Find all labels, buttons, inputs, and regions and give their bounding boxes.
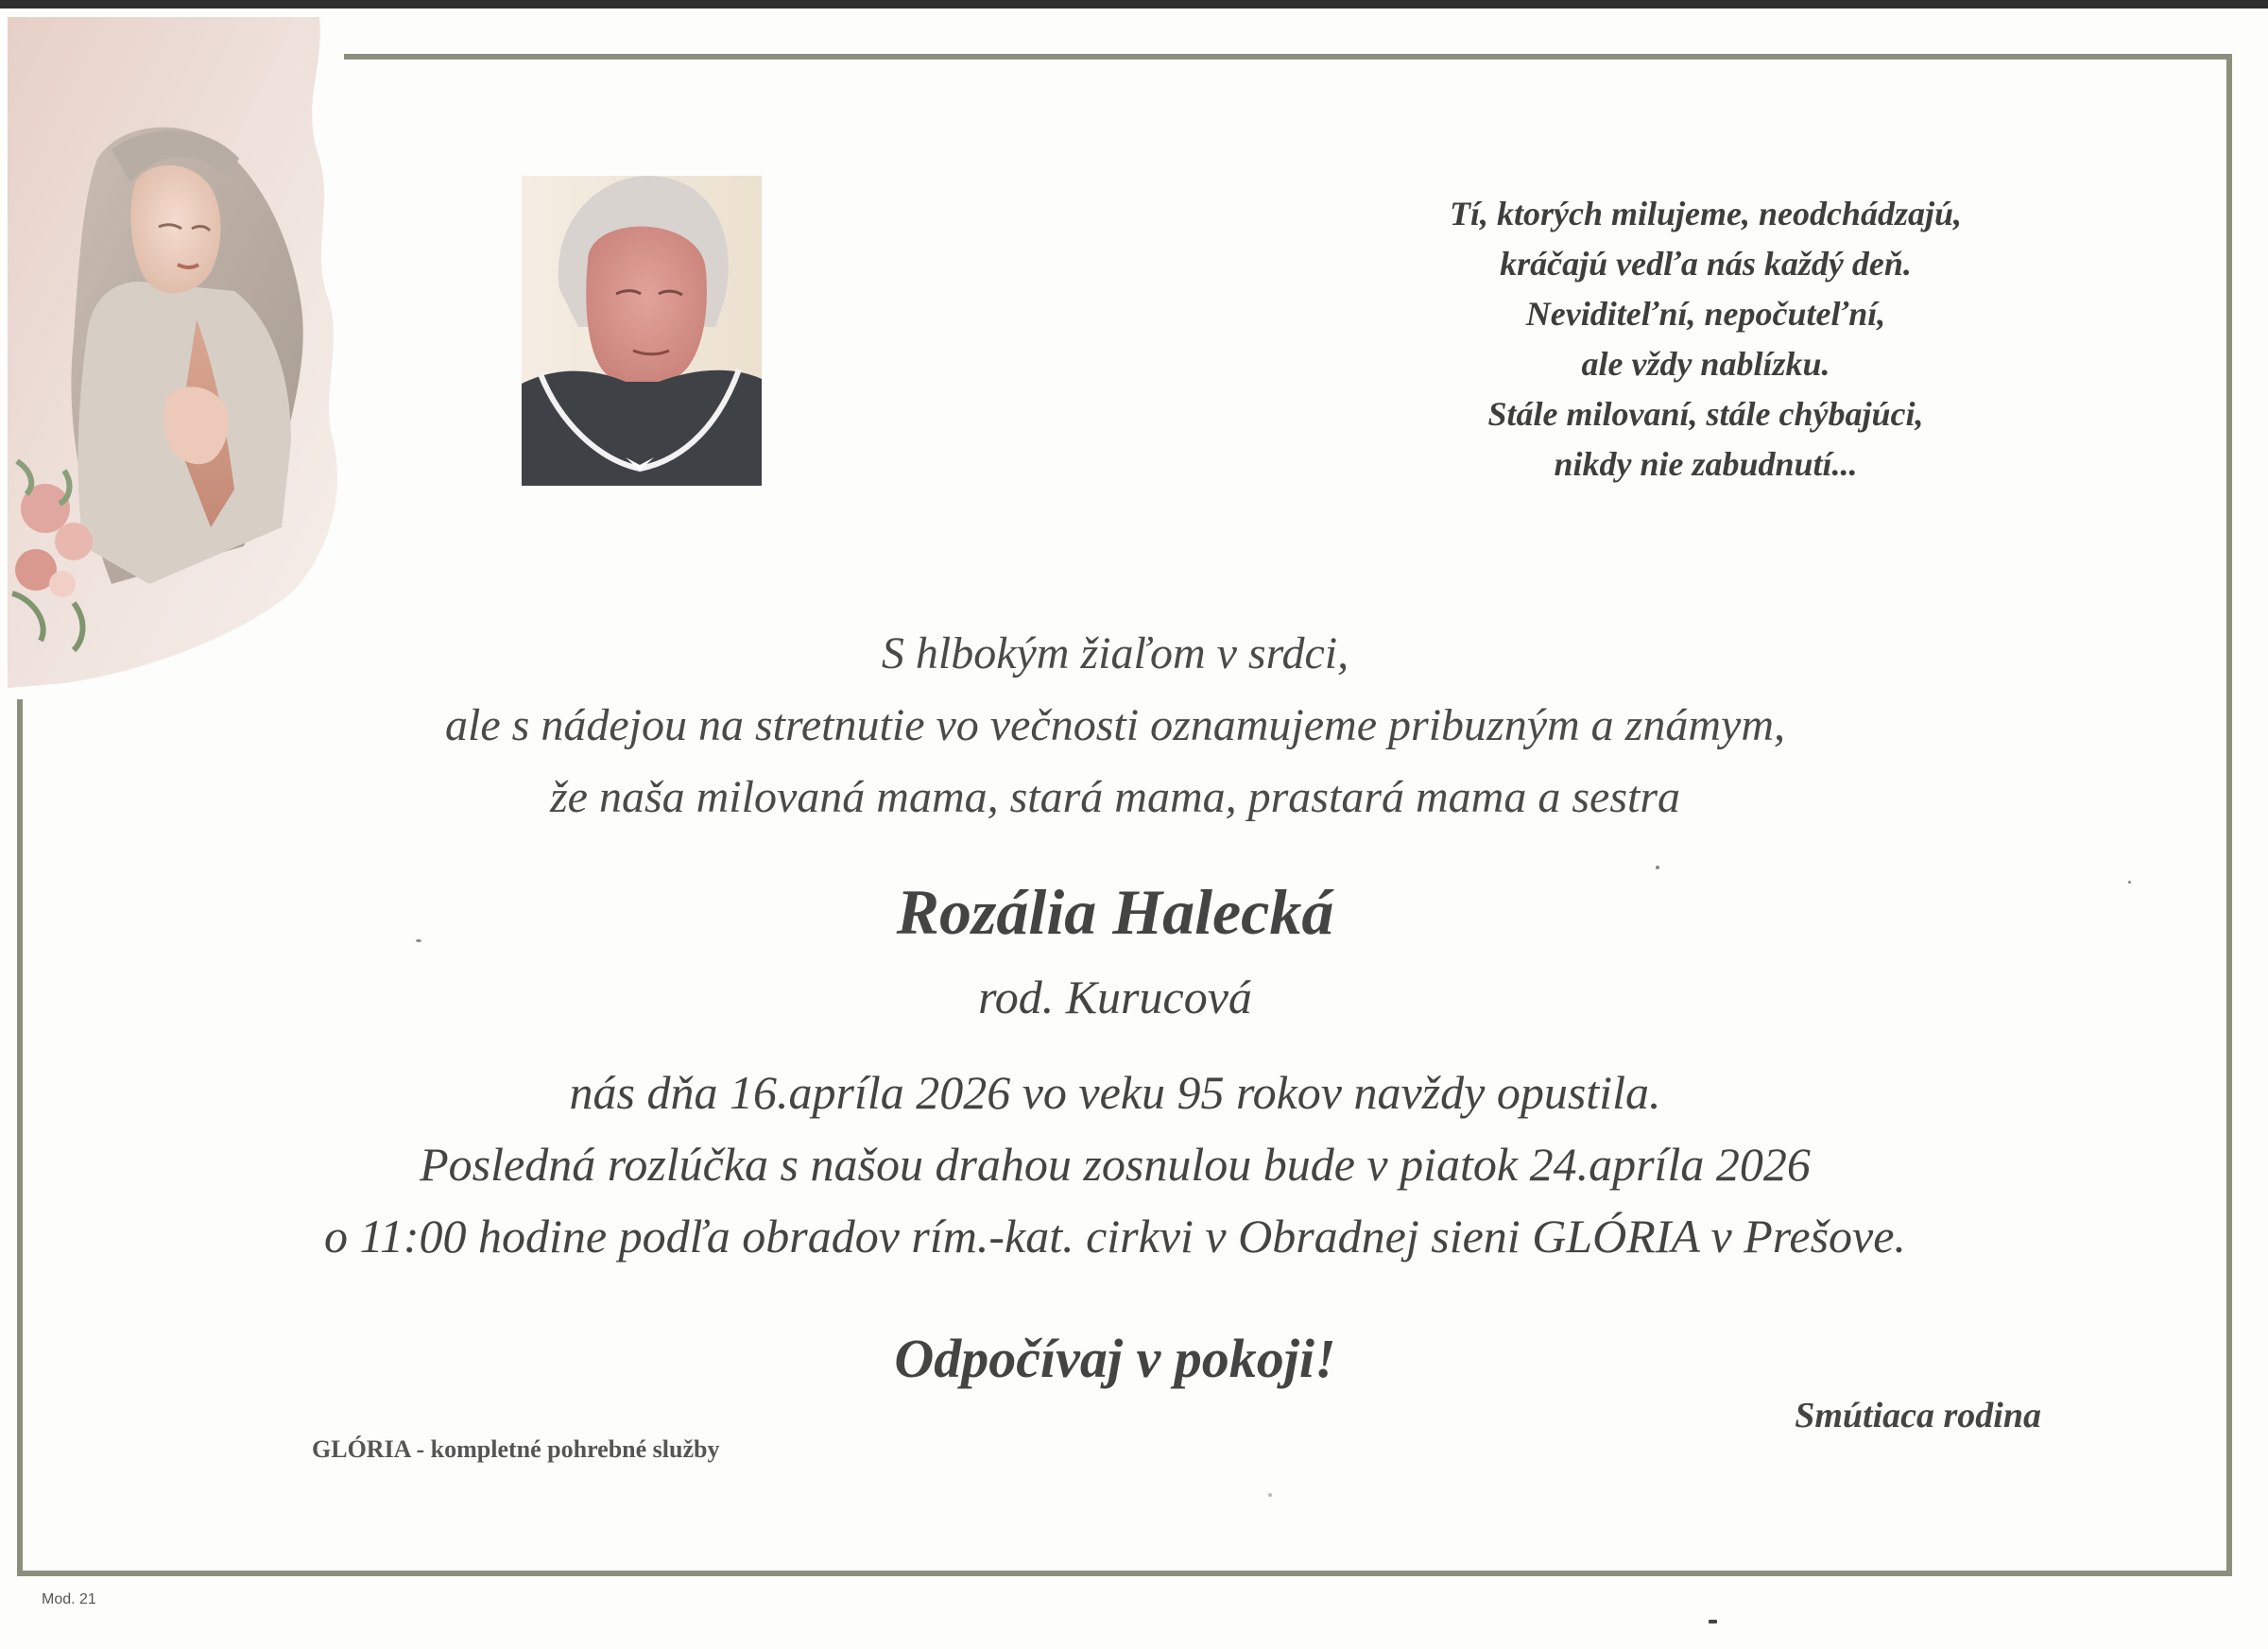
scan-speck	[2128, 881, 2131, 884]
poem-line: nikdy nie zabudnutí...	[1554, 445, 1858, 483]
frame-border-top	[344, 54, 2232, 60]
poem-line: Stále milovaní, stále chýbajúci,	[1487, 395, 1924, 433]
frame-border-bottom	[17, 1571, 2232, 1576]
memorial-poem	[1351, 189, 2060, 490]
closing-phrase: Odpočívaj v pokoji!	[894, 1328, 1336, 1389]
scan-speck	[1656, 866, 1659, 869]
intro-line-3: že naša milovaná mama, stará mama, prastará mama a sestra	[549, 772, 1681, 822]
frame-border-left	[17, 699, 23, 1576]
intro-line-2: ale s nádejou na stretnutie vo večnosti oznamujeme pribuzným a známym,	[445, 700, 1785, 750]
scan-speck	[1709, 1620, 1717, 1623]
poem-line: Neviditeľní, nepočuteľní,	[1525, 295, 1886, 333]
maiden-name: rod. Kurucová	[978, 971, 1252, 1023]
details-line-3: o 11:00 hodine podľa obradov rím.-kat. cirkvi v Obradnej sieni GLÓRIA v Prešove.	[324, 1210, 1906, 1263]
poem-line: kráčajú vedľa nás každý deň.	[1500, 245, 1912, 283]
deceased-name: Rozália Halecká	[896, 876, 1334, 948]
signature: Smútiaca rodina	[1795, 1396, 2041, 1435]
madonna-image	[8, 17, 348, 688]
poem-line: Tí, ktorých milujeme, neodchádzajú,	[1449, 195, 1962, 232]
frame-border-right	[2226, 54, 2232, 1575]
scan-speck	[1268, 1493, 1272, 1497]
scan-speck	[416, 939, 421, 942]
poem-line: ale vždy nablízku.	[1581, 345, 1830, 383]
funeral-company: GLÓRIA - kompletné pohrebné služby	[312, 1435, 720, 1463]
intro-line-1: S hlbokým žiaľom v srdci,	[881, 628, 1349, 678]
details-line-1: nás dňa 16.apríla 2026 vo veku 95 rokov navždy opustila.	[569, 1066, 1661, 1119]
portrait-photo	[522, 176, 762, 486]
top-scan-edge	[0, 0, 2268, 9]
model-number: Mod. 21	[42, 1591, 96, 1607]
details-line-2: Posledná rozlúčka s našou drahou zosnulou bude v piatok 24.apríla 2026	[420, 1138, 1811, 1191]
